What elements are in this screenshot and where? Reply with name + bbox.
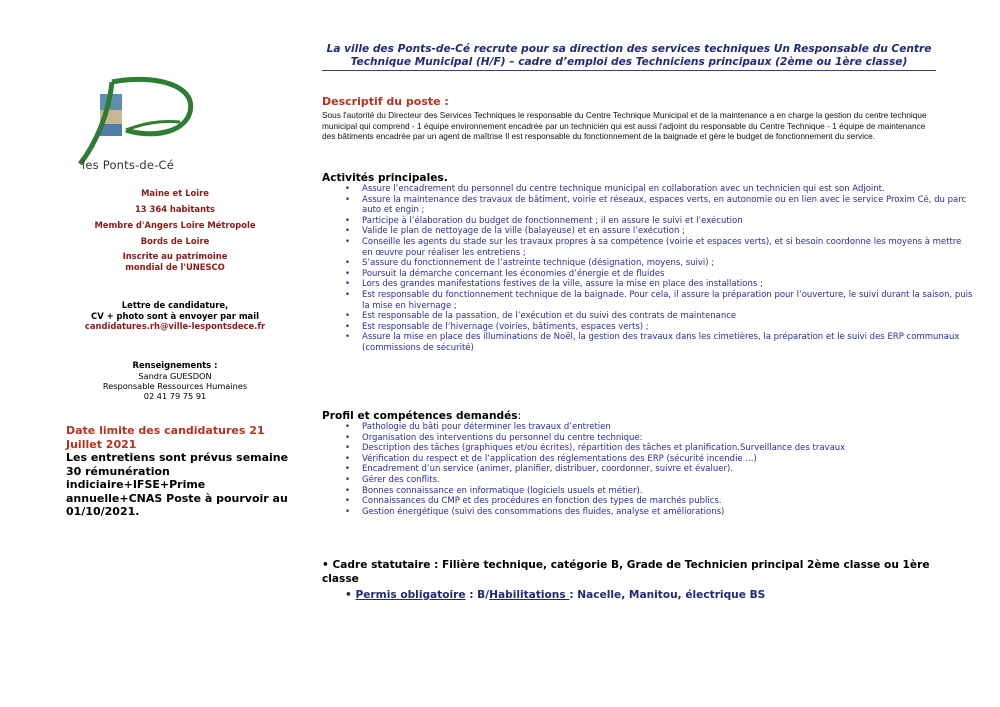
list-item: • Lors des grandes manifestations festives de la ville, assure la mise en place des installations ; xyxy=(362,279,974,290)
list-item: • Pathologie du bâti pour déterminer les travaux d’entretien xyxy=(362,422,974,433)
info-name: Sandra GUESDON xyxy=(138,370,212,381)
list-item: • Vérification du respect et de l’application des réglementations des ERP (sécurité incendie ...) xyxy=(362,454,974,465)
apply-email[interactable]: candidatures.rh@ville-lespontsdece.fr xyxy=(84,321,266,331)
info-phone: 02 41 79 75 91 xyxy=(143,390,207,401)
info-role: Responsable Ressources Humaines xyxy=(102,380,248,391)
list-item: • Poursuit la démarche concernant les économies d’énergie et de fluides xyxy=(362,269,974,280)
unesco-2: mondial de l'UNESCO xyxy=(125,261,225,272)
activites-heading: Activités principales. xyxy=(322,172,448,184)
list-item: • Assure la maintenance des travaux de bâtiment, voirie et réseaux, espaces verts, en autonomie ou en lien avec le service Proxim Cé, du parc auto et engin ; xyxy=(362,195,974,216)
member: Membre d'Angers Loire Métropole xyxy=(94,220,256,230)
logo-caption: les Ponts-de-Cé xyxy=(82,158,175,172)
apply-line-1: Lettre de candidature, xyxy=(121,300,229,310)
habilitations-link[interactable]: Habilitations xyxy=(489,589,570,601)
contact-info xyxy=(62,360,288,401)
permis-bullet: • xyxy=(345,589,352,601)
list-item: • Conseille les agents du stade sur les travaux propres à sa compétence (voirie et espaces verts), et si besoin coordonne les moyens à mettre en œuvre pour réaliser les entretiens ; xyxy=(362,237,974,258)
cadre-statutaire: • Cadre statutaire : Filière technique, catégorie B, Grade de Technicien principal 2ème classe ou 1ère classe xyxy=(322,559,930,585)
list-item: • Description des tâches (graphiques et/ou écrites), répartition des tâches et planification.Surveillance des travaux xyxy=(362,443,974,454)
list-item: • Est responsable du fonctionnement technique de la baignade. Pour cela, il assure la préparation pour l’ouverture, le suivi durant la saison, puis la mise en hivernage ; xyxy=(362,290,974,311)
list-item: • Connaissances du CMP et des procédures en fonction des types de marchés publics. xyxy=(362,496,974,507)
list-item: • Participe à l’élaboration du budget de fonctionnement ; il en assure le suivi et l’exécution xyxy=(362,216,974,227)
list-item: • S’assure du fonctionnement de l’astreinte technique (désignation, moyens, suivi) ; xyxy=(362,258,974,269)
deadline-details: Les entretiens sont prévus semaine 30 rémunération indiciaire+IFSE+Prime annuelle+CNAS Poste à pourvoir au 01/10/2021. xyxy=(66,451,289,518)
descriptif-heading: Descriptif du poste : xyxy=(322,95,449,108)
list-item: • Assure l’encadrement du personnel du centre technique municipal en collaboration avec un technicien qui est son Adjoint. xyxy=(362,184,974,195)
application-info xyxy=(62,300,288,332)
descriptif-text: Sous l'autorité du Directeur des Services Techniques le responsable du Centre Technique Municipal et de la maintenance a en charge la gestion du centre technique municipal qui comprend - 1 équipe environnement encadrée par un technicien qui est aussi l'adjoint du responsable du Centre Technique - 1 équipe de maintenance des bâtiments encadrée par un agent de maîtrise Il est responsable du fonctionnement de la baignade et gère le budget de fonctionnement du service. xyxy=(322,110,927,142)
list-item: • Organisation des interventions du personnel du centre technique: xyxy=(362,433,974,444)
permis-rest: : Nacelle, Manitou, électrique BS xyxy=(569,589,766,601)
list-item: • Est responsable de la passation, de l’exécution et du suivi des contrats de maintenance xyxy=(362,311,974,322)
list-item: • Valide le plan de nettoyage de la ville (balayeuse) et en assure l’exécution ; xyxy=(362,226,974,237)
list-item: • Gérer des conflits. xyxy=(362,475,974,486)
page-title: La ville des Ponts-de-Cé recrute pour sa direction des services techniques Un Responsable du Centre Technique Municipal (H/F) – cadre d’emploi des Techniciens principaux (2ème ou 1ère classe) xyxy=(322,43,936,71)
list-item: • Est responsable de l’hivernage (voiries, bâtiments, espaces verts) ; xyxy=(362,322,974,333)
apply-line-2: CV + photo sont à envoyer par mail xyxy=(91,310,259,321)
region: Maine et Loire xyxy=(141,188,209,198)
list-item: • Bonnes connaissance en informatique (logiciels usuels et métier). xyxy=(362,486,974,497)
unesco-1: Inscrite au patrimoine xyxy=(122,251,228,261)
list-item: • Gestion énergétique (suivi des consommations des fluides, analyse et améliorations) xyxy=(362,507,974,518)
permis-line xyxy=(345,589,765,601)
profil-heading-text: Profil et compétences demandés xyxy=(322,410,518,422)
profil-heading-colon: : xyxy=(517,410,522,422)
list-item: • Assure la mise en place des illuminations de Noël, la gestion des travaux dans les cimetières, la préparation et le suivi des ERP communaux (commissions de sécurité) xyxy=(362,332,974,353)
permis-sep: : B/ xyxy=(465,589,490,601)
profil-heading xyxy=(322,410,521,422)
permis-link[interactable]: Permis obligatoire xyxy=(355,589,466,601)
deadline-block xyxy=(66,424,292,519)
loire: Bords de Loire xyxy=(140,236,210,246)
population: 13 364 habitants xyxy=(134,204,216,214)
deadline-date: Date limite des candidatures 21 Juillet 2021 xyxy=(66,424,265,451)
list-item: • Encadrement d’un service (animer, planifier, distribuer, coordonner, suivre et évaluer). xyxy=(362,464,974,475)
profil-list xyxy=(322,422,974,517)
activites-list xyxy=(322,184,974,354)
left-info xyxy=(62,187,288,272)
info-title: Renseignements : xyxy=(132,360,218,370)
